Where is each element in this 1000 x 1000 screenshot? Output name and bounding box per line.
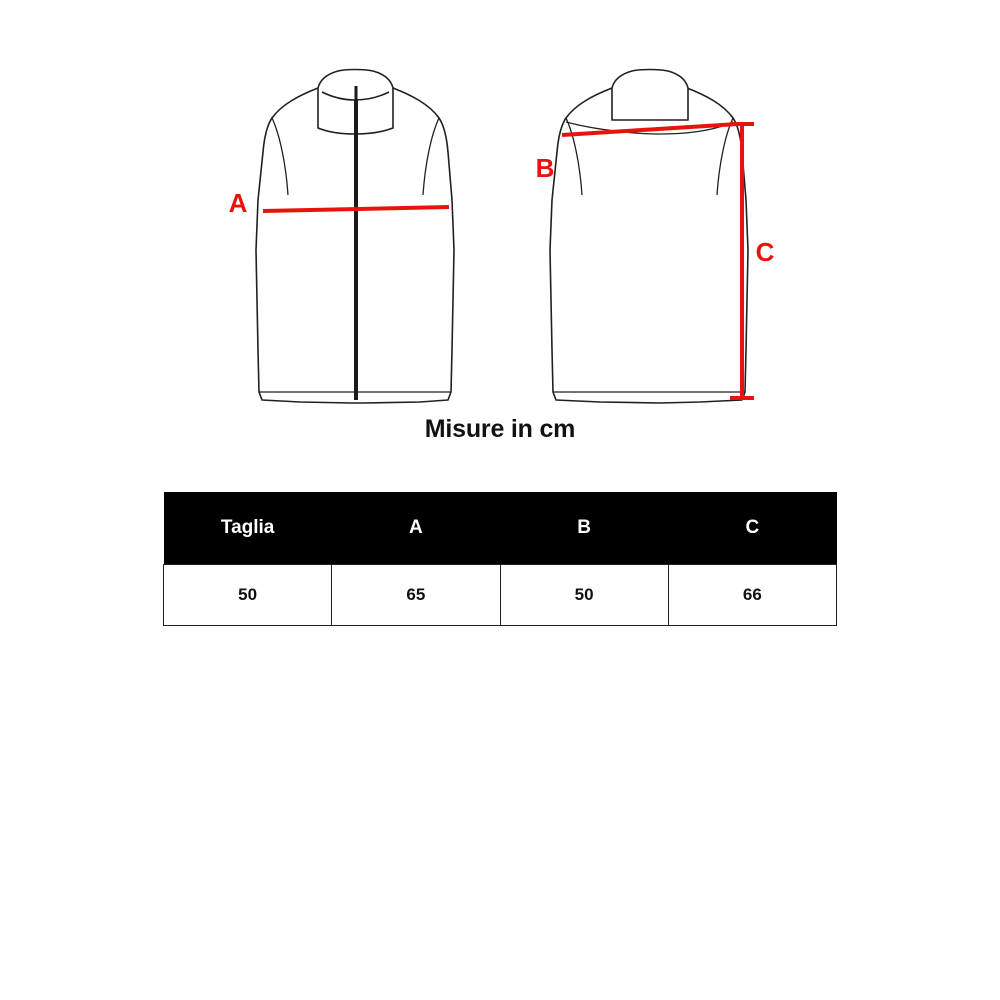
column-header-c: C bbox=[668, 492, 836, 565]
table-row bbox=[164, 565, 837, 626]
marker-label-a: A bbox=[228, 187, 248, 218]
cell-taglia: 50 bbox=[164, 565, 332, 626]
cell-c: 66 bbox=[668, 565, 836, 626]
column-header-a: A bbox=[332, 492, 500, 565]
marker-label-b: B bbox=[535, 152, 555, 183]
column-header-taglia: Taglia bbox=[164, 492, 332, 565]
column-header-b: B bbox=[500, 492, 668, 565]
marker-label-c: C bbox=[755, 236, 775, 267]
vest-back-illustration bbox=[550, 70, 748, 404]
table-header-row bbox=[164, 492, 837, 565]
measurement-unit-caption: Misure in cm bbox=[424, 415, 576, 443]
cell-a: 65 bbox=[332, 565, 500, 626]
cell-b: 50 bbox=[500, 565, 668, 626]
size-table bbox=[163, 492, 837, 626]
size-chart-illustration bbox=[0, 0, 1000, 470]
